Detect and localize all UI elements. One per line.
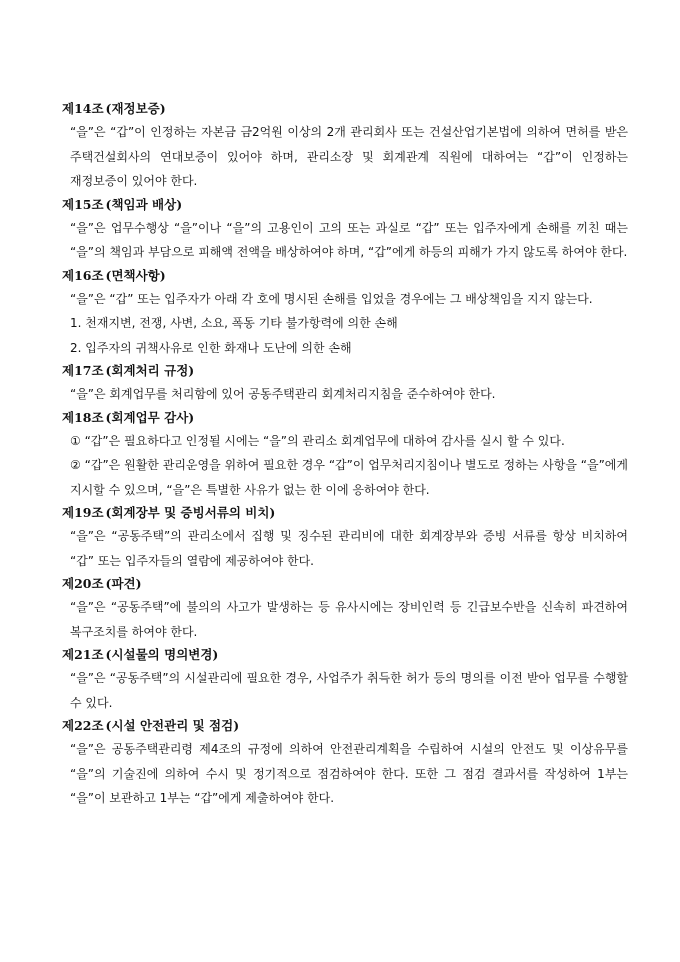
- article-title: (파견): [105, 576, 142, 591]
- list-marker: ②: [70, 458, 81, 472]
- article-paragraph: “을”은 “갑”이 인정하는 자본금 금2억원 이상의 2개 관리회사 또는 건설산업기본법에 의하여 면허를 받은 주택건설회사의 연대보증이 있어야 하며, 관리소장 및 회계관계 직원에 대하여는 “갑”이 인정하는 재정보증이 있어야 한다.: [70, 125, 628, 188]
- article-paragraph: “을”은 “공동주택”의 관리소에서 집행 및 징수된 관리비에 대한 회계장부와 증빙 서류를 항상 비치하여 “갑” 또는 입주자들의 열람에 제공하여야 한다.: [70, 529, 628, 568]
- article-number: 제17조: [62, 363, 104, 378]
- article-16: [62, 265, 628, 361]
- article-title: (회계업무 감사): [105, 409, 195, 425]
- article-heading: [62, 715, 628, 737]
- list-item: [62, 429, 628, 454]
- article-paragraph: “을”은 “공동주택”에 불의의 사고가 발생하는 등 유사시에는 장비인력 등 긴급보수반을 신속히 파견하여 복구조치를 하여야 한다.: [70, 600, 628, 639]
- list-item-text: “갑”은 원활한 관리운영을 위하여 필요한 경우 “갑”이 업무처리지침이나 별도로 정하는 사항을 “을”에게 지시할 수 있으며, “을”은 특별한 사유가 없는 한 이에 응하여야 한다.: [70, 458, 628, 497]
- list-item-text: “갑”은 필요하다고 인정될 시에는 “을”의 관리소 회계업무에 대하여 감사를 실시 할 수 있다.: [84, 433, 565, 448]
- article-22: [62, 715, 628, 811]
- list-marker: 1.: [70, 316, 82, 330]
- list-marker: ①: [70, 433, 81, 448]
- article-number: 제14조: [62, 101, 104, 116]
- article-number: 제18조: [62, 409, 104, 425]
- article-number: 제16조: [62, 267, 104, 283]
- article-heading: [62, 265, 628, 287]
- article-19: [62, 502, 628, 573]
- article-title: (시설 안전관리 및 점검): [105, 718, 240, 733]
- article-paragraph: “을”은 “갑” 또는 입주자가 아래 각 호에 명시된 손해를 입었을 경우에는 그 배상책임을 지지 않는다.: [70, 291, 593, 306]
- list-item-text: 입주자의 귀책사유로 인한 화재나 도난에 의한 손해: [85, 340, 352, 355]
- article-title: (재정보증): [105, 101, 166, 116]
- article-heading: [62, 644, 628, 666]
- article-title: (시설물의 명의변경): [105, 647, 219, 662]
- article-paragraph: “을”은 공동주택관리령 제4조의 규정에 의하여 안전관리계획을 수립하여 시설의 안전도 및 이상유무를 “을”의 기술진에 의하여 수시 및 정기적으로 점검하여야 한다. 또한 그 점검 결과서를 작성하여 1부는 “을”이 보관하고 1부는 “갑”에게 제출하여야 한다.: [70, 742, 628, 805]
- article-paragraph: “을”은 “공동주택”의 시설관리에 필요한 경우, 사업주가 취득한 허가 등의 명의를 이전 받아 업무를 수행할 수 있다.: [70, 671, 628, 710]
- article-heading: [62, 98, 628, 120]
- list-item: [62, 453, 628, 502]
- list-item: [62, 336, 628, 361]
- article-heading: [62, 502, 628, 524]
- article-14: [62, 98, 628, 194]
- article-18: [62, 407, 628, 503]
- article-title: (면책사항): [105, 267, 166, 283]
- article-title: (회계처리 규정): [105, 363, 195, 378]
- list-item-text: 천재지변, 전쟁, 사변, 소요, 폭동 기타 불가항력에 의한 손해: [85, 316, 398, 330]
- article-15: [62, 194, 628, 265]
- article-heading: [62, 573, 628, 595]
- article-title: (책임과 배상): [105, 196, 183, 212]
- article-21: [62, 644, 628, 715]
- article-number: 제20조: [62, 576, 104, 591]
- list-item: [62, 311, 628, 336]
- article-heading: [62, 407, 628, 429]
- article-number: 제19조: [62, 505, 104, 520]
- article-heading: [62, 194, 628, 216]
- article-title: (회계장부 및 증빙서류의 비치): [105, 505, 276, 520]
- article-20: [62, 573, 628, 644]
- article-heading: [62, 360, 628, 382]
- article-number: 제22조: [62, 718, 104, 733]
- list-marker: 2.: [70, 340, 82, 355]
- article-paragraph: “을”은 회계업무를 처리함에 있어 공동주택관리 회계처리지침을 준수하여야 한다.: [70, 387, 496, 401]
- article-number: 제21조: [62, 647, 104, 662]
- article-17: [62, 360, 628, 407]
- article-paragraph: “을”은 업무수행상 “을”이나 “을”의 고용인이 고의 또는 과실로 “갑” 또는 입주자에게 손해를 끼친 때는 “을”의 책임과 부담으로 피해액 전액을 배상하여야 하며, “갑”에게 하등의 피해가 가지 않도록 하여야 한다.: [70, 220, 628, 259]
- article-number: 제15조: [62, 196, 104, 212]
